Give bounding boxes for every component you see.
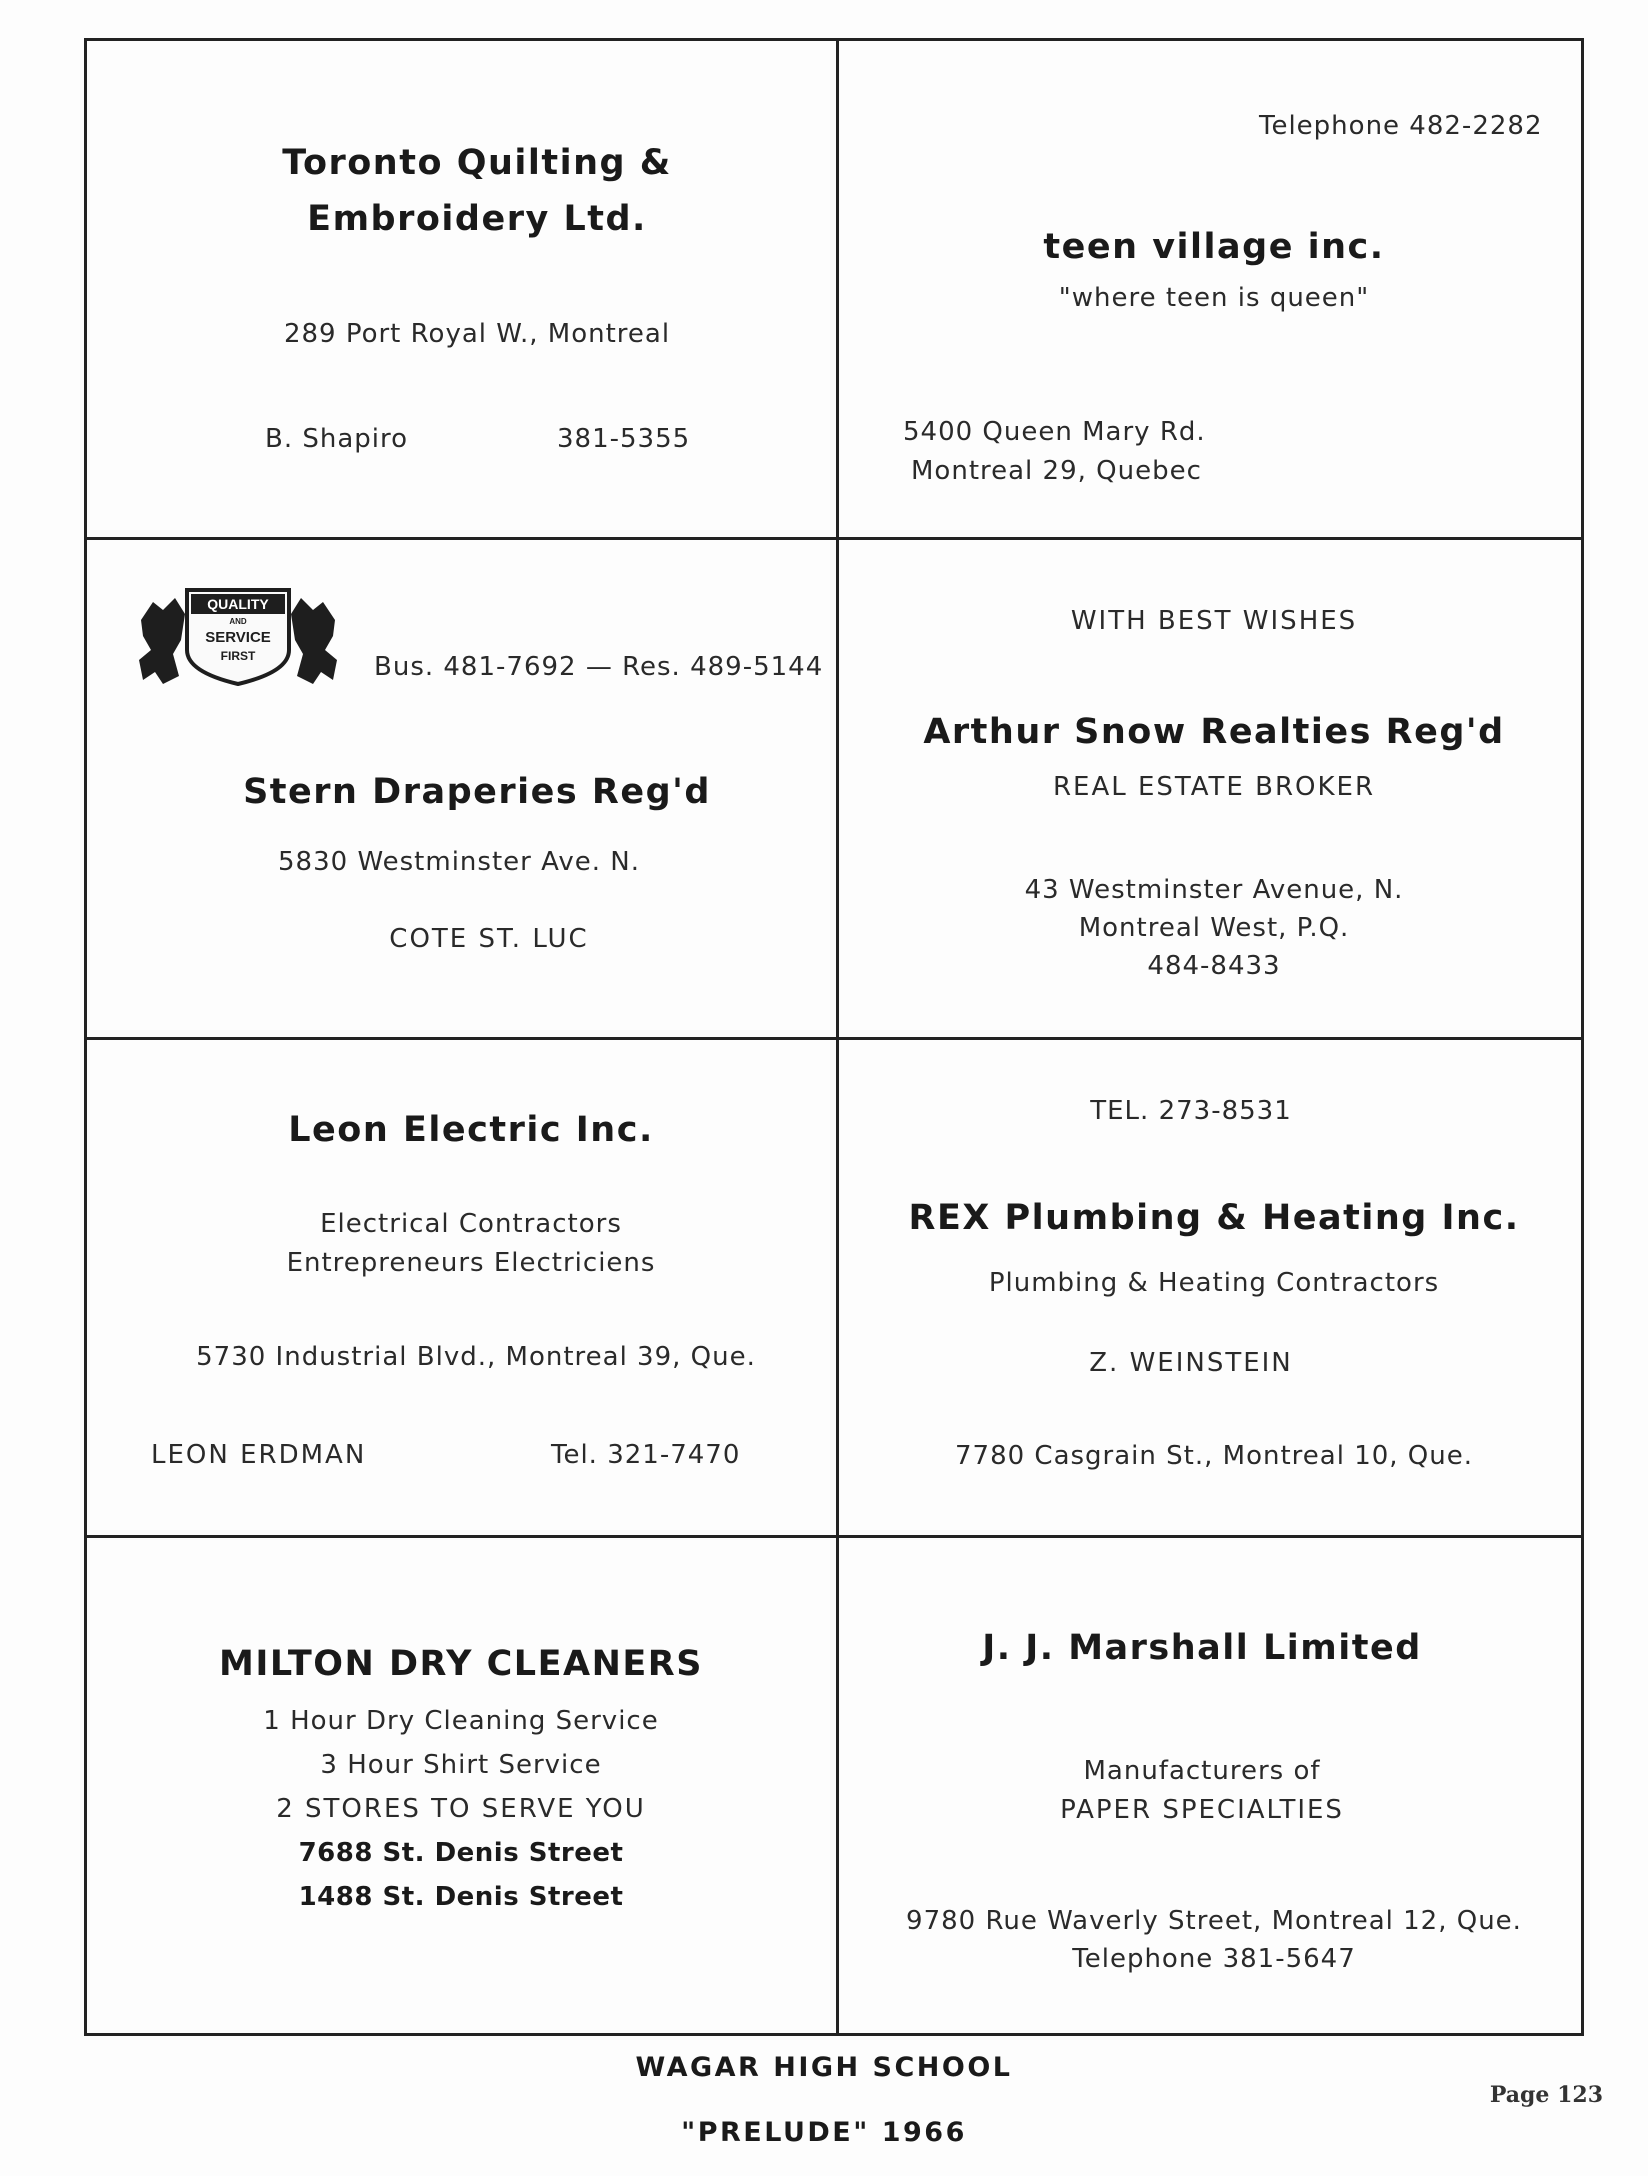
logo-text-quality: QUALITY — [207, 596, 269, 612]
company-name: Leon Electric Inc. — [288, 1110, 654, 1150]
ad-arthur-snow — [839, 540, 1584, 1037]
company-name: teen village inc. — [1043, 227, 1385, 267]
logo-text-service: SERVICE — [205, 629, 271, 646]
phone: Telephone 482-2282 — [1259, 111, 1543, 141]
city: COTE ST. LUC — [389, 924, 589, 954]
contact-name: Z. WEINSTEIN — [1089, 1348, 1293, 1378]
address: 289 Port Royal W., Montreal — [283, 319, 671, 349]
address-line2: Montreal 29, Quebec — [911, 456, 1202, 486]
company-name: MILTON DRY CLEANERS — [219, 1644, 703, 1684]
service-line1: 1 Hour Dry Cleaning Service — [263, 1706, 659, 1736]
company-name-line2: Embroidery Ltd. — [307, 199, 647, 239]
company-name: Arthur Snow Realties Reg'd — [923, 712, 1505, 752]
ad-milton-dry-cleaners — [87, 1538, 836, 2036]
store-address-2: 1488 St. Denis Street — [298, 1882, 624, 1912]
address-line1: 5400 Queen Mary Rd. — [903, 417, 1206, 447]
contact-name: B. Shapiro — [265, 424, 409, 454]
slogan: "where teen is queen" — [1058, 283, 1370, 313]
address-line2: Montreal West, P.Q. — [1078, 913, 1350, 943]
service-line2: 3 Hour Shirt Service — [320, 1750, 602, 1780]
description-line2: PAPER SPECIALTIES — [1060, 1795, 1344, 1825]
address: 5830 Westminster Ave. N. — [278, 847, 640, 877]
logo-text-and: AND — [229, 617, 247, 626]
logo-text-first: FIRST — [220, 649, 256, 663]
store-address-1: 7688 St. Denis Street — [298, 1838, 624, 1868]
quality-service-lion-logo — [133, 580, 343, 686]
ad-toronto-quilting — [87, 41, 836, 537]
greeting: WITH BEST WISHES — [1070, 606, 1358, 636]
phone: Tel. 321-7470 — [551, 1440, 741, 1470]
company-name-line1: Toronto Quilting & — [282, 143, 672, 183]
page-number: Page 123 — [1489, 2082, 1603, 2108]
company-name: Stern Draperies Reg'd — [243, 772, 711, 812]
yearbook-title: "PRELUDE" 1966 — [681, 2117, 967, 2148]
ad-leon-electric — [87, 1040, 836, 1535]
description-line1: Electrical Contractors — [320, 1209, 622, 1239]
phone: 381-5355 — [557, 424, 691, 454]
ad-jj-marshall — [839, 1538, 1584, 2036]
phone: TEL. 273-8531 — [1090, 1096, 1292, 1126]
phone: Telephone 381-5647 — [1072, 1944, 1356, 1974]
address-line1: 43 Westminster Avenue, N. — [1024, 875, 1404, 905]
company-name: J. J. Marshall Limited — [982, 1628, 1422, 1668]
phone: 484-8433 — [1147, 951, 1281, 981]
ad-grid — [84, 38, 1584, 2036]
description: Plumbing & Heating Contractors — [988, 1268, 1440, 1298]
phones: Bus. 481-7692 — Res. 489-5144 — [374, 652, 824, 682]
address: 5730 Industrial Blvd., Montreal 39, Que. — [196, 1342, 756, 1372]
school-name: WAGAR HIGH SCHOOL — [635, 2052, 1013, 2083]
tagline: REAL ESTATE BROKER — [1052, 772, 1376, 802]
address: 9780 Rue Waverly Street, Montreal 12, Que. — [906, 1906, 1522, 1936]
description-line2: Entrepreneurs Electriciens — [286, 1248, 656, 1278]
ad-teen-village — [839, 41, 1584, 537]
stores-line: 2 STORES TO SERVE YOU — [276, 1794, 646, 1824]
ad-stern-draperies — [87, 540, 836, 1037]
company-name: REX Plumbing & Heating Inc. — [908, 1198, 1520, 1238]
contact-name: LEON ERDMAN — [151, 1440, 367, 1470]
description-line1: Manufacturers of — [1083, 1756, 1321, 1786]
address: 7780 Casgrain St., Montreal 10, Que. — [954, 1441, 1474, 1471]
ad-rex-plumbing — [839, 1040, 1584, 1535]
